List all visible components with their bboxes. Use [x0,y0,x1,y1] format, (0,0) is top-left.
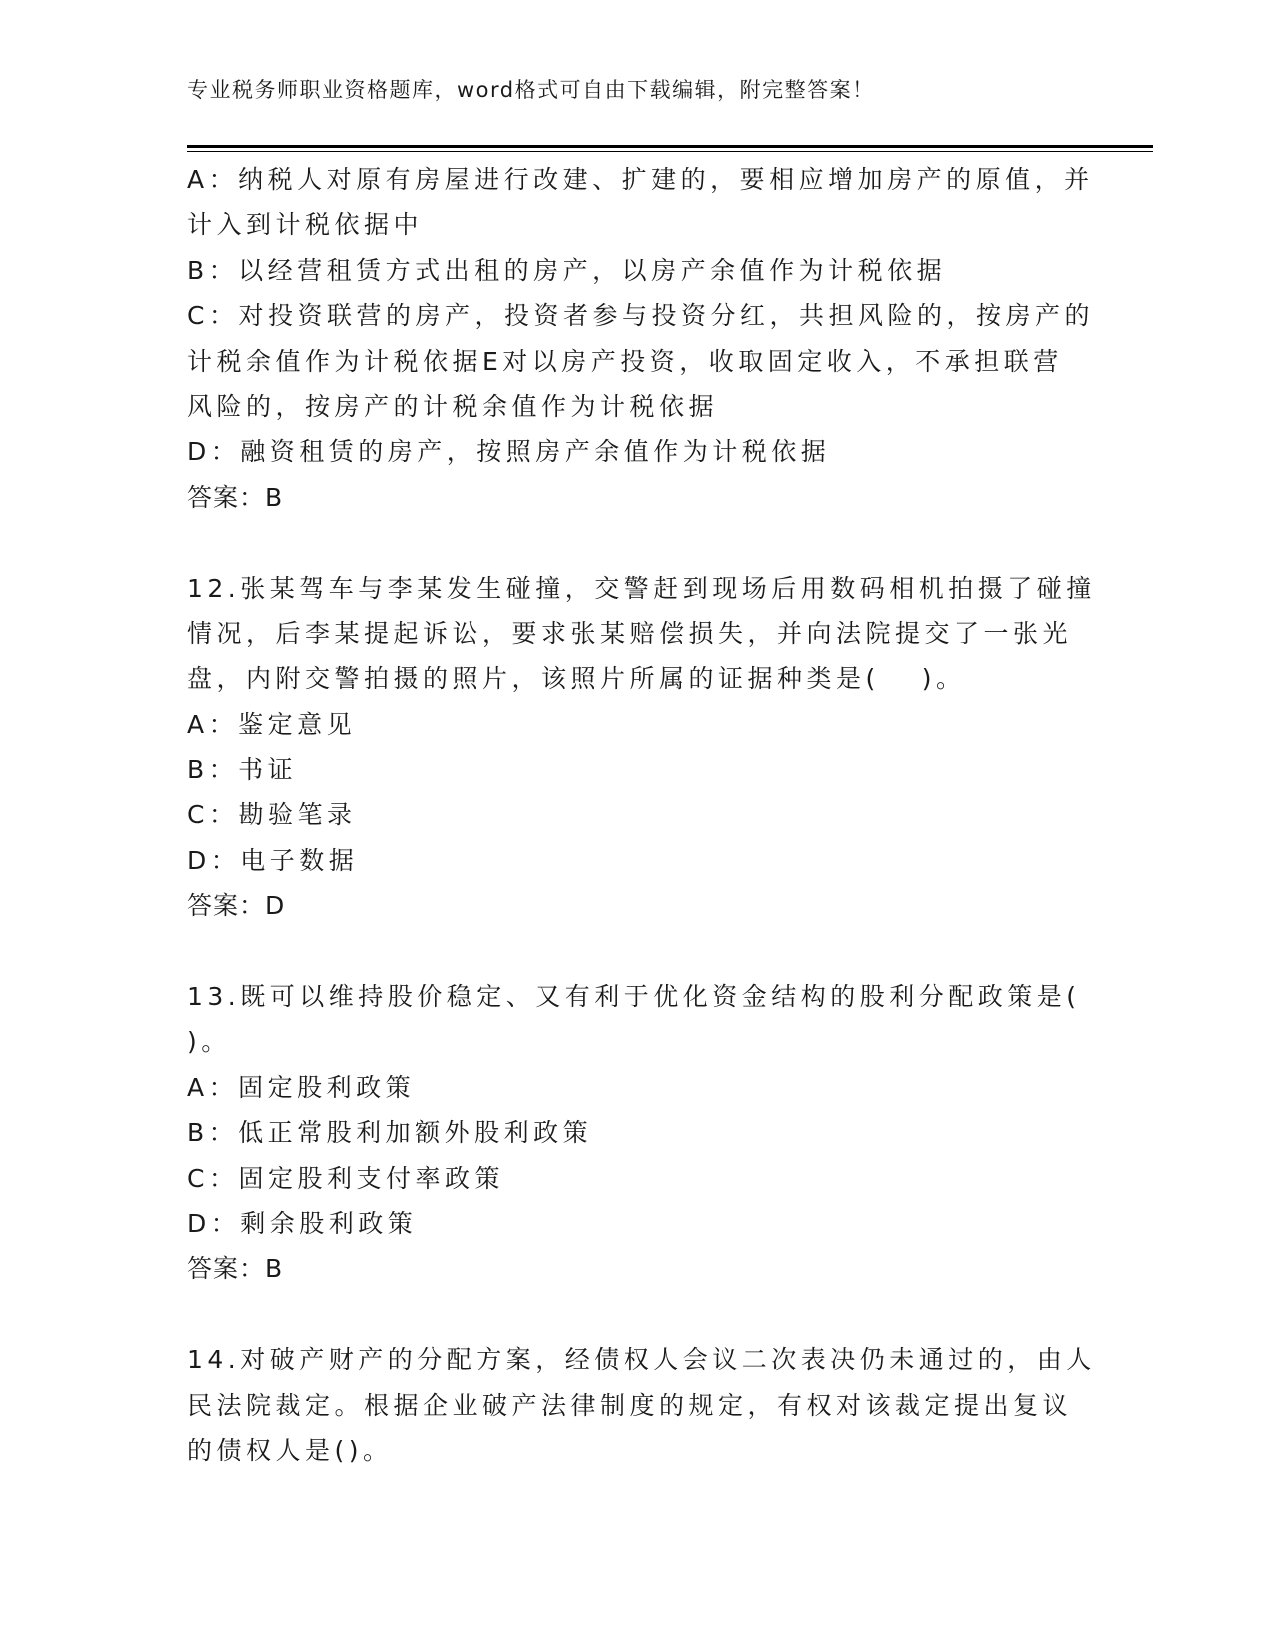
option-c-line: 风险的，按房产的计税余值作为计税依据 [187,391,719,421]
question-stem-line: 盘，内附交警拍摄的照片，该照片所属的证据种类是( )。 [187,664,966,694]
option-a-line: 计入到计税依据中 [187,210,424,240]
question-stem-line: 14.对破产财产的分配方案，经债权人会议二次表决仍未通过的，由人 [187,1345,1096,1375]
option-b: B：低正常股利加额外股利政策 [187,1118,593,1148]
option-d: D：电子数据 [187,845,359,875]
option-d: D：融资租赁的房产，按照房产余值作为计税依据 [187,437,831,467]
option-b: B：书证 [187,755,298,785]
option-c: C：固定股利支付率政策 [187,1163,504,1193]
question-stem-line: 12.张某驾车与李某发生碰撞，交警赶到现场后用数码相机拍摄了碰撞 [187,573,1096,603]
question-14 [187,1337,1096,1473]
question-stem-line: 民法院裁定。根据企业破产法律制度的规定，有权对该裁定提出复议 [187,1390,1073,1420]
question-12 [187,566,1096,929]
option-a-line: A：纳税人对原有房屋进行改建、扩建的，要相应增加房产的原值，并 [187,165,1094,194]
answer: 答案：B [187,482,284,512]
header-rule-thin [187,151,1153,152]
question-13 [187,974,1081,1292]
option-a: A：鉴定意见 [187,709,357,739]
option-c-line: 计税余值作为计税依据E对以房产投资，收取固定收入，不承担联营 [187,346,1063,376]
question-content [187,157,1096,1473]
question-stem-line: 情况，后李某提起诉讼，要求张某赔偿损失，并向法院提交了一张光 [187,618,1073,648]
question-stem-line: )。 [187,1027,231,1057]
header-rule-thick [187,145,1153,148]
option-c: C：勘验笔录 [187,800,357,830]
option-b: B：以经营租赁方式出租的房产，以房产余值作为计税依据 [187,255,947,285]
option-c-line: C：对投资联营的房产，投资者参与投资分红，共担风险的，按房产的 [187,301,1094,331]
option-a: A：固定股利政策 [187,1072,416,1102]
page-header: 专业税务师职业资格题库，word格式可自由下载编辑，附完整答案！ [187,78,875,102]
spacer [187,520,1067,565]
question-stem-line: 的债权人是()。 [187,1435,393,1465]
answer: 答案：D [187,891,286,921]
answer: 答案：B [187,1254,284,1284]
spacer [187,1292,1067,1337]
question-11 [187,157,1094,520]
question-stem-line: 13.既可以维持股价稳定、又有利于优化资金结构的股利分配政策是( [187,982,1081,1012]
option-d: D：剩余股利政策 [187,1208,418,1238]
spacer [187,929,1067,974]
